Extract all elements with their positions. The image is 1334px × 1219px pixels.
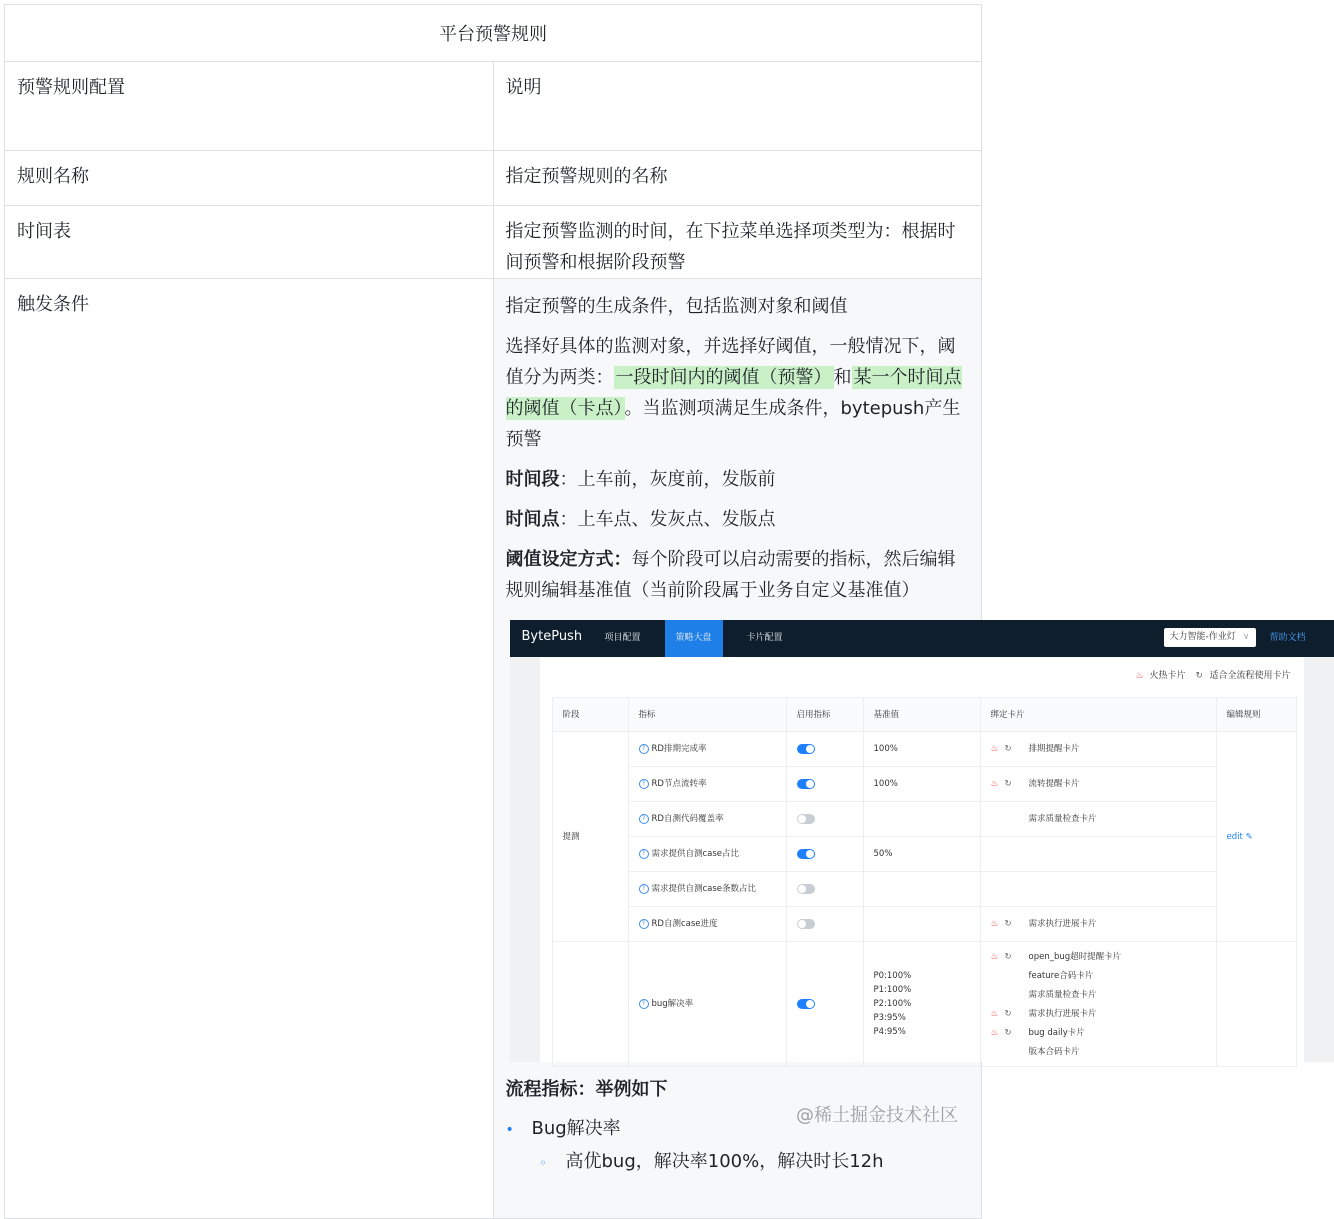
paragraph: 阈值设定方式：每个阶段可以启动需要的指标，然后编辑规则编辑基准值（当前阶段属于业务自定义基准值）	[505, 549, 956, 601]
cards-cell	[980, 872, 1216, 907]
baseline-cell: 100%	[863, 732, 980, 767]
card-name: 需求质量检查卡片	[1028, 814, 1097, 824]
embedded-screenshot	[510, 620, 1334, 1062]
table-title: 平台预警规则	[5, 5, 982, 62]
flow-heading: 流程指标：举例如下	[505, 1079, 668, 1100]
table-row	[5, 206, 982, 279]
project-select[interactable]: 大力智能-作业灯 ∨	[1164, 628, 1256, 647]
card-entry	[991, 1043, 1216, 1062]
baseline-cell	[863, 942, 980, 1067]
cards-cell	[980, 732, 1216, 767]
nav-item-active[interactable]: 策略大盘	[665, 620, 723, 657]
help-link[interactable]: 帮助文档	[1269, 633, 1306, 643]
card-name: open_bug超时提醒卡片	[1028, 952, 1122, 962]
metric-cell: ? RD自测代码覆盖率	[628, 802, 786, 837]
card-name: 需求执行进展卡片	[1028, 919, 1097, 929]
strategy-row	[552, 732, 1296, 767]
legend-fire: ♨ 火热卡片	[1135, 671, 1186, 681]
fire-icon: ♨	[990, 952, 999, 962]
top-nav	[510, 620, 1334, 657]
trigger-cell	[493, 279, 1306, 1219]
cards-cell	[980, 907, 1216, 942]
fire-icon: ♨	[990, 919, 999, 929]
strategy-row	[552, 907, 1296, 942]
legend-cycle: ↻ 适合全流程使用卡片	[1195, 671, 1291, 681]
row-desc: 指定预警规则的名称	[493, 151, 982, 206]
question-icon[interactable]: ?	[639, 919, 649, 929]
strategy-row	[552, 802, 1296, 837]
edit-cell	[1216, 942, 1296, 1067]
enable-toggle[interactable]	[797, 744, 815, 754]
fire-icon: ♨	[990, 1028, 999, 1038]
card-entry	[991, 812, 1216, 826]
edit-link[interactable]: edit	[1226, 831, 1243, 842]
enable-toggle[interactable]	[797, 814, 815, 824]
table-row	[5, 279, 982, 1219]
strategy-row	[552, 837, 1296, 872]
card-entry	[991, 742, 1216, 756]
header-baseline: 基准值	[863, 698, 980, 732]
dot-icon: •	[505, 1122, 514, 1138]
stage-cell	[552, 942, 628, 1067]
list-item: • Bug解决率	[506, 1114, 970, 1145]
question-icon[interactable]: ?	[639, 999, 649, 1009]
card-entry	[991, 1024, 1216, 1043]
enabled-cell	[786, 802, 863, 837]
edit-cell	[1216, 732, 1296, 942]
card-name: feature合码卡片	[1028, 971, 1094, 981]
fire-icon: ♨	[990, 779, 999, 789]
card-entry	[991, 967, 1216, 986]
question-icon[interactable]: ?	[639, 884, 649, 894]
cards-cell	[980, 767, 1216, 802]
table-row	[5, 62, 982, 151]
metric-cell: ? 需求提供自测case条数占比	[628, 872, 786, 907]
baseline-value: P1:100%	[873, 985, 912, 995]
rules-table	[4, 4, 1306, 1219]
row-label: 预警规则配置	[5, 62, 494, 151]
chevron-down-icon: ∨	[1242, 632, 1250, 642]
enabled-cell	[786, 767, 863, 802]
card-name: 版本合码卡片	[1028, 1047, 1080, 1057]
row-label: 规则名称	[5, 151, 494, 206]
enable-toggle[interactable]	[797, 884, 815, 894]
card-entry	[991, 917, 1216, 931]
row-desc: 说明	[493, 62, 982, 151]
enabled-cell	[786, 907, 863, 942]
watermark-badge: @稀土掘金技术社区	[796, 1105, 958, 1126]
highlight: 某一个时间点的阈值（卡点）	[505, 367, 962, 419]
question-icon[interactable]: ?	[639, 744, 649, 754]
baseline-cell: 50%	[863, 837, 980, 872]
card-name: 排期提醒卡片	[1028, 744, 1080, 754]
metric-cell: ? RD节点流转率	[628, 767, 786, 802]
metric-cell: ? 需求提供自测case占比	[628, 837, 786, 872]
fire-icon: ♨	[1135, 671, 1144, 681]
pencil-icon[interactable]: ✎	[1245, 831, 1253, 842]
header-metric: 指标	[628, 698, 786, 732]
baseline-value: P0:100%	[873, 971, 912, 981]
cycle-icon: ↻	[1004, 919, 1012, 929]
highlight: 一段时间内的阈值（预警）	[615, 367, 832, 388]
cards-cell	[980, 837, 1216, 872]
card-entry	[991, 986, 1216, 1005]
baseline-cell	[863, 802, 980, 837]
baseline-cell: 100%	[863, 767, 980, 802]
header-cards: 绑定卡片	[980, 698, 1216, 732]
question-icon[interactable]: ?	[639, 814, 649, 824]
fire-icon: ♨	[990, 744, 999, 754]
cycle-icon: ↻	[1004, 1009, 1012, 1019]
strategy-panel	[540, 657, 1304, 1062]
nav-item[interactable]: 项目配置	[604, 633, 641, 643]
metric-cell: ? bug解决率	[628, 942, 786, 1067]
header-enabled: 启用指标	[786, 698, 863, 732]
metric-cell: ? RD排期完成率	[628, 732, 786, 767]
cards-cell	[980, 802, 1216, 837]
cards-cell	[980, 942, 1216, 1067]
enable-toggle[interactable]	[797, 849, 815, 859]
metric-cell: ? RD自测case进度	[628, 907, 786, 942]
card-entry	[991, 948, 1216, 967]
enabled-cell	[786, 732, 863, 767]
baseline-cell	[863, 872, 980, 907]
enabled-cell	[786, 942, 863, 1067]
question-icon[interactable]: ?	[639, 779, 649, 789]
cycle-icon: ↻	[1195, 671, 1204, 681]
card-entry	[991, 777, 1216, 791]
table-header	[552, 698, 1296, 732]
stage-cell: 提测	[552, 732, 628, 942]
card-entry	[991, 1005, 1216, 1024]
baseline-value: P2:100%	[873, 999, 912, 1009]
header-stage: 阶段	[552, 698, 628, 732]
enabled-cell	[786, 837, 863, 872]
strategy-row	[552, 767, 1296, 802]
cycle-icon: ↻	[1004, 744, 1012, 754]
strategy-table	[552, 697, 1297, 1067]
brand: BytePush	[521, 629, 583, 644]
cycle-icon: ↻	[1004, 779, 1012, 789]
enable-toggle[interactable]	[797, 919, 815, 929]
header-edit: 编辑规则	[1216, 698, 1296, 732]
paragraph: 选择好具体的监测对象，并选择好阈值，一般情况下，阈值分为两类： 一段时间内的阈值（预警） 和 某一个时间点的阈值（卡点） 。当监测项满足生成条件，bytepush产生预警	[505, 336, 962, 450]
cycle-icon: ↻	[1004, 1028, 1012, 1038]
baseline-value: P4:95%	[873, 1027, 906, 1037]
paragraph: 指定预警的生成条件，包括监测对象和阈值	[505, 296, 848, 317]
enable-toggle[interactable]	[797, 779, 815, 789]
card-name: 需求执行进展卡片	[1028, 1009, 1097, 1019]
paragraph: 时间段：上车前，灰度前，发版前	[505, 469, 776, 490]
card-name: bug daily卡片	[1028, 1028, 1085, 1038]
fire-icon: ♨	[990, 1009, 999, 1019]
row-desc: 指定预警监测的时间，在下拉菜单选择项类型为：根据时间预警和根据阶段预警	[493, 206, 982, 279]
strategy-row	[552, 942, 1296, 1067]
nav-item[interactable]: 卡片配置	[746, 633, 783, 643]
card-name: 需求质量检查卡片	[1028, 990, 1097, 1000]
row-label: 触发条件	[5, 279, 494, 1219]
row-label: 时间表	[5, 206, 494, 279]
enable-toggle[interactable]	[797, 999, 815, 1009]
paragraph: 时间点：上车点、发灰点、发版点	[505, 509, 776, 530]
card-name: 流转提醒卡片	[1028, 779, 1080, 789]
table-row	[5, 151, 982, 206]
list-item: ◦ 高优bug，解决率100%，解决时长12h	[540, 1147, 970, 1178]
question-icon[interactable]: ?	[639, 849, 649, 859]
strategy-row	[552, 872, 1296, 907]
baseline-value: P3:95%	[873, 1013, 906, 1023]
dot-icon: ◦	[539, 1156, 547, 1170]
cycle-icon: ↻	[1004, 952, 1012, 962]
enabled-cell	[786, 872, 863, 907]
baseline-cell	[863, 907, 980, 942]
